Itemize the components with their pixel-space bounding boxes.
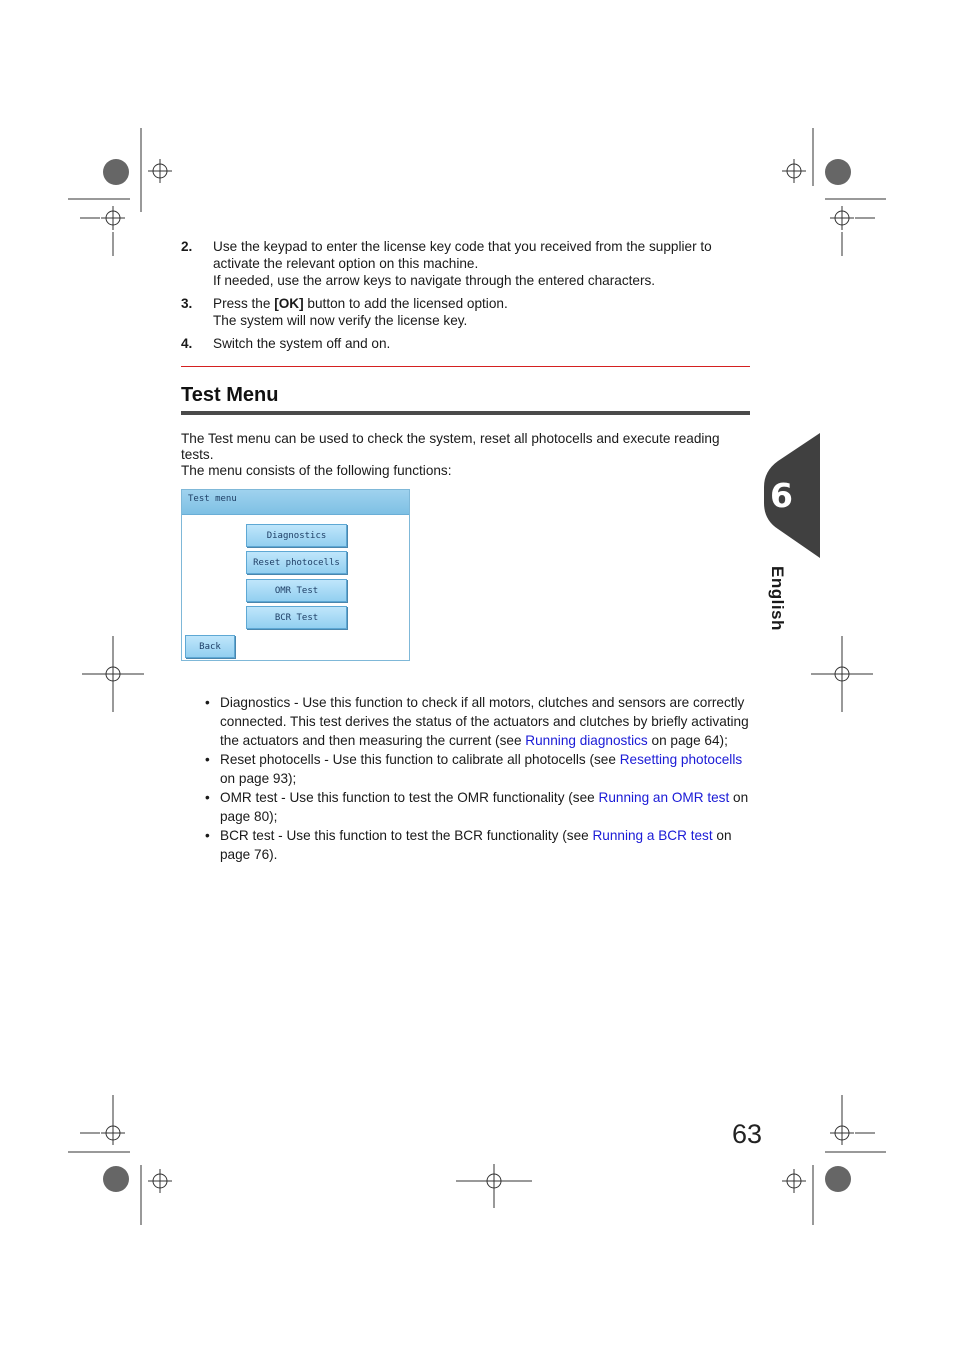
diagnostics-button[interactable]: Diagnostics — [246, 524, 347, 547]
step-list — [181, 238, 751, 358]
step-text-line: The system will now verify the license key. — [213, 313, 468, 328]
step-item — [181, 238, 751, 289]
section-title: Test Menu — [181, 384, 279, 406]
step-item — [181, 295, 751, 329]
link-resetting-photocells[interactable]: Resetting photocells — [619, 752, 743, 767]
title-underline — [181, 411, 750, 415]
function-list — [205, 693, 760, 864]
step-text-line: If needed, use the arrow keys to navigate through the entered characters. — [213, 273, 656, 288]
chapter-language: English — [768, 566, 787, 631]
bullet-marker: • — [205, 695, 210, 710]
reset-photocells-button[interactable]: Reset photocells — [246, 551, 347, 574]
step-number: 2. — [181, 239, 193, 254]
section-intro: The Test menu can be used to check the system, reset all photocells and execute reading tests. The menu consists of the following functions: — [181, 431, 720, 478]
step-number: 4. — [181, 336, 193, 351]
step-text-line: Switch the system off and on. — [213, 336, 391, 351]
bcr-test-button[interactable]: BCR Test — [246, 606, 347, 629]
list-item: • Diagnostics - Use this function to check if all motors, clutches and sensors are correctly connected. This test derives the status of the actuators and clutches by briefly activating the actuators and then measuring the current (see Running diagnostics on page 64); — [205, 695, 749, 748]
test-menu-screen — [181, 489, 410, 661]
step-text-line: Use the keypad to enter the license key code that you received from the supplier to — [213, 239, 712, 254]
section-divider — [181, 366, 750, 367]
link-running-diagnostics[interactable]: Running diagnostics — [525, 733, 648, 748]
screen-title-bar — [182, 490, 409, 515]
step-number: 3. — [181, 296, 193, 311]
omr-test-button[interactable]: OMR Test — [246, 579, 347, 602]
step-text-line: Press the [OK] button to add the licensed option. — [213, 296, 508, 311]
list-item: • Reset photocells - Use this function to calibrate all photocells (see Resetting photocells on page 93); — [205, 752, 743, 786]
page-number: 63 — [732, 1119, 763, 1149]
step-text-line: activate the relevant option on this machine. — [213, 256, 479, 271]
list-item: • OMR test - Use this function to test the OMR functionality (see Running an OMR test on page 80); — [205, 790, 749, 824]
bullet-marker: • — [205, 790, 210, 805]
chapter-number: 6 — [770, 476, 793, 515]
list-item: • BCR test - Use this function to test the BCR functionality (see Running a BCR test on page 76). — [205, 828, 732, 862]
link-running-omr-test[interactable]: Running an OMR test — [598, 790, 730, 805]
bullet-marker: • — [205, 752, 210, 767]
link-running-bcr-test[interactable]: Running a BCR test — [592, 828, 713, 843]
back-button[interactable]: Back — [185, 635, 235, 658]
ok-key-label: [OK] — [274, 296, 304, 311]
step-item — [181, 335, 751, 352]
screen-title: Test menu — [188, 494, 237, 504]
bullet-marker: • — [205, 828, 210, 843]
